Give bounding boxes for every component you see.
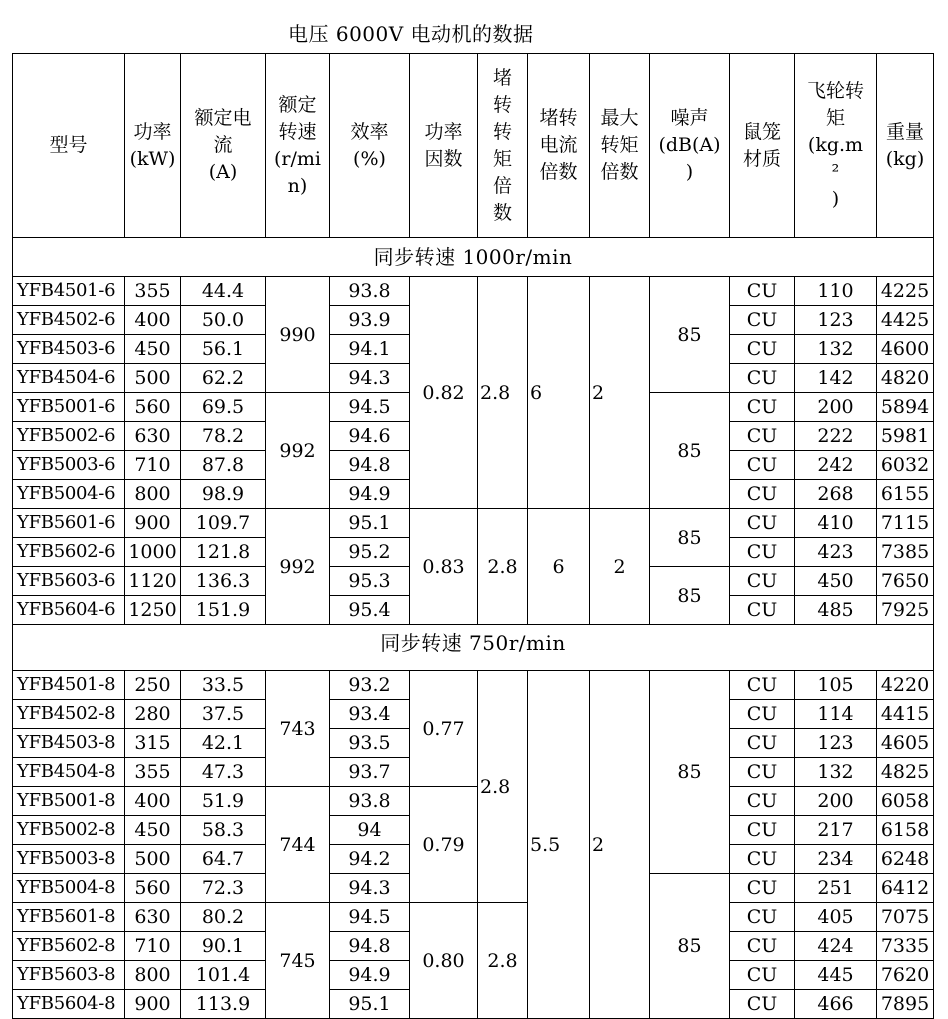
weight-cell: 5894 bbox=[877, 393, 934, 422]
motor-data-table bbox=[12, 53, 934, 1019]
current-cell: 42.1 bbox=[181, 729, 266, 758]
model-cell: YFB4503-8 bbox=[13, 729, 125, 758]
section-header-750 bbox=[13, 625, 934, 671]
page-title: 电压 6000V 电动机的数据 bbox=[288, 22, 534, 46]
efficiency-cell: 94.5 bbox=[330, 393, 410, 422]
noise-cell: 85 bbox=[650, 277, 730, 393]
cage-material-cell: CU bbox=[730, 903, 795, 932]
cage-material-cell: CU bbox=[730, 874, 795, 903]
header-max-torque: 最大 转矩 倍数 bbox=[590, 54, 650, 238]
flywheel-torque-cell: 217 bbox=[795, 816, 877, 845]
current-cell: 51.9 bbox=[181, 787, 266, 816]
header-locked-torque: 堵 转 转 矩 倍 数 bbox=[478, 54, 528, 238]
flywheel-torque-cell: 114 bbox=[795, 700, 877, 729]
locked-current-cell: 6 bbox=[528, 509, 590, 625]
header-weight: 重量 (kg) bbox=[877, 54, 934, 238]
power-cell: 450 bbox=[125, 816, 181, 845]
flywheel-torque-cell: 234 bbox=[795, 845, 877, 874]
efficiency-cell: 94.1 bbox=[330, 335, 410, 364]
cage-material-cell: CU bbox=[730, 277, 795, 306]
power-cell: 1250 bbox=[125, 596, 181, 625]
current-cell: 151.9 bbox=[181, 596, 266, 625]
current-cell: 37.5 bbox=[181, 700, 266, 729]
speed-cell: 743 bbox=[266, 671, 330, 787]
flywheel-torque-cell: 485 bbox=[795, 596, 877, 625]
noise-cell: 85 bbox=[650, 509, 730, 567]
current-cell: 56.1 bbox=[181, 335, 266, 364]
weight-cell: 7650 bbox=[877, 567, 934, 596]
power-cell: 560 bbox=[125, 393, 181, 422]
efficiency-cell: 93.5 bbox=[330, 729, 410, 758]
power-factor-cell: 0.80 bbox=[410, 903, 478, 1019]
efficiency-cell: 95.1 bbox=[330, 509, 410, 538]
efficiency-cell: 93.4 bbox=[330, 700, 410, 729]
cage-material-cell: CU bbox=[730, 700, 795, 729]
cage-material-cell: CU bbox=[730, 538, 795, 567]
speed-cell: 745 bbox=[266, 903, 330, 1019]
efficiency-cell: 94.3 bbox=[330, 874, 410, 903]
efficiency-cell: 93.8 bbox=[330, 277, 410, 306]
model-cell: YFB5601-8 bbox=[13, 903, 125, 932]
power-factor-cell: 0.83 bbox=[410, 509, 478, 625]
flywheel-torque-cell: 105 bbox=[795, 671, 877, 700]
weight-cell: 7620 bbox=[877, 961, 934, 990]
flywheel-torque-cell: 142 bbox=[795, 364, 877, 393]
power-cell: 500 bbox=[125, 845, 181, 874]
power-cell: 900 bbox=[125, 990, 181, 1019]
power-cell: 355 bbox=[125, 758, 181, 787]
model-cell: YFB5001-6 bbox=[13, 393, 125, 422]
flywheel-torque-cell: 424 bbox=[795, 932, 877, 961]
weight-cell: 6058 bbox=[877, 787, 934, 816]
header-noise: 噪声 (dB(A) ) bbox=[650, 54, 730, 238]
flywheel-torque-cell: 123 bbox=[795, 306, 877, 335]
current-cell: 101.4 bbox=[181, 961, 266, 990]
cage-material-cell: CU bbox=[730, 758, 795, 787]
efficiency-cell: 94.2 bbox=[330, 845, 410, 874]
efficiency-cell: 95.2 bbox=[330, 538, 410, 567]
weight-cell: 6248 bbox=[877, 845, 934, 874]
model-cell: YFB5603-8 bbox=[13, 961, 125, 990]
current-cell: 90.1 bbox=[181, 932, 266, 961]
locked-torque-cell: 2.8 bbox=[478, 671, 528, 903]
cage-material-cell: CU bbox=[730, 816, 795, 845]
flywheel-torque-cell: 200 bbox=[795, 393, 877, 422]
noise-cell: 85 bbox=[650, 874, 730, 1019]
model-cell: YFB5003-8 bbox=[13, 845, 125, 874]
current-cell: 113.9 bbox=[181, 990, 266, 1019]
cage-material-cell: CU bbox=[730, 787, 795, 816]
noise-cell: 85 bbox=[650, 671, 730, 874]
flywheel-torque-cell: 222 bbox=[795, 422, 877, 451]
cage-material-cell: CU bbox=[730, 961, 795, 990]
header-efficiency: 效率 (%) bbox=[330, 54, 410, 238]
weight-cell: 7075 bbox=[877, 903, 934, 932]
model-cell: YFB4502-8 bbox=[13, 700, 125, 729]
current-cell: 87.8 bbox=[181, 451, 266, 480]
table-row bbox=[13, 787, 934, 816]
table-row bbox=[13, 277, 934, 306]
model-cell: YFB4504-8 bbox=[13, 758, 125, 787]
flywheel-torque-cell: 123 bbox=[795, 729, 877, 758]
table-row bbox=[13, 671, 934, 700]
model-cell: YFB5001-8 bbox=[13, 787, 125, 816]
weight-cell: 4220 bbox=[877, 671, 934, 700]
current-cell: 80.2 bbox=[181, 903, 266, 932]
power-cell: 710 bbox=[125, 932, 181, 961]
model-cell: YFB5004-6 bbox=[13, 480, 125, 509]
section-header-1000 bbox=[13, 238, 934, 277]
header-model: 型号 bbox=[13, 54, 125, 238]
model-cell: YFB4501-8 bbox=[13, 671, 125, 700]
speed-cell: 990 bbox=[266, 277, 330, 393]
cage-material-cell: CU bbox=[730, 932, 795, 961]
efficiency-cell: 93.9 bbox=[330, 306, 410, 335]
current-cell: 62.2 bbox=[181, 364, 266, 393]
model-cell: YFB5002-6 bbox=[13, 422, 125, 451]
efficiency-cell: 95.1 bbox=[330, 990, 410, 1019]
max-torque-cell: 2 bbox=[590, 509, 650, 625]
current-cell: 121.8 bbox=[181, 538, 266, 567]
cage-material-cell: CU bbox=[730, 364, 795, 393]
efficiency-cell: 94 bbox=[330, 816, 410, 845]
efficiency-cell: 94.9 bbox=[330, 480, 410, 509]
efficiency-cell: 94.6 bbox=[330, 422, 410, 451]
header-flywheel-torque: 飞轮转 矩 (kg.m ² ) bbox=[795, 54, 877, 238]
power-cell: 280 bbox=[125, 700, 181, 729]
locked-torque-cell: 2.8 bbox=[478, 903, 528, 1019]
flywheel-torque-cell: 242 bbox=[795, 451, 877, 480]
weight-cell: 6158 bbox=[877, 816, 934, 845]
flywheel-torque-cell: 200 bbox=[795, 787, 877, 816]
efficiency-cell: 94.9 bbox=[330, 961, 410, 990]
cage-material-cell: CU bbox=[730, 596, 795, 625]
power-cell: 630 bbox=[125, 903, 181, 932]
locked-torque-cell: 2.8 bbox=[478, 509, 528, 625]
cage-material-cell: CU bbox=[730, 422, 795, 451]
weight-cell: 4415 bbox=[877, 700, 934, 729]
model-cell: YFB4503-6 bbox=[13, 335, 125, 364]
current-cell: 109.7 bbox=[181, 509, 266, 538]
flywheel-torque-cell: 110 bbox=[795, 277, 877, 306]
power-cell: 560 bbox=[125, 874, 181, 903]
max-torque-cell: 2 bbox=[590, 277, 650, 509]
cage-material-cell: CU bbox=[730, 845, 795, 874]
power-factor-cell: 0.79 bbox=[410, 787, 478, 903]
header-locked-current: 堵转 电流 倍数 bbox=[528, 54, 590, 238]
weight-cell: 6032 bbox=[877, 451, 934, 480]
power-cell: 1120 bbox=[125, 567, 181, 596]
weight-cell: 6155 bbox=[877, 480, 934, 509]
model-cell: YFB5603-6 bbox=[13, 567, 125, 596]
weight-cell: 6412 bbox=[877, 874, 934, 903]
current-cell: 33.5 bbox=[181, 671, 266, 700]
model-cell: YFB4501-6 bbox=[13, 277, 125, 306]
efficiency-cell: 95.3 bbox=[330, 567, 410, 596]
power-cell: 800 bbox=[125, 961, 181, 990]
weight-cell: 4825 bbox=[877, 758, 934, 787]
power-cell: 500 bbox=[125, 364, 181, 393]
weight-cell: 4225 bbox=[877, 277, 934, 306]
weight-cell: 4425 bbox=[877, 306, 934, 335]
header-cage-material: 鼠笼 材质 bbox=[730, 54, 795, 238]
current-cell: 136.3 bbox=[181, 567, 266, 596]
table-row bbox=[13, 903, 934, 932]
flywheel-torque-cell: 423 bbox=[795, 538, 877, 567]
table-row bbox=[13, 509, 934, 538]
flywheel-torque-cell: 405 bbox=[795, 903, 877, 932]
power-cell: 630 bbox=[125, 422, 181, 451]
locked-current-cell: 6 bbox=[528, 277, 590, 509]
model-cell: YFB5003-6 bbox=[13, 451, 125, 480]
cage-material-cell: CU bbox=[730, 335, 795, 364]
cage-material-cell: CU bbox=[730, 671, 795, 700]
model-cell: YFB5601-6 bbox=[13, 509, 125, 538]
current-cell: 69.5 bbox=[181, 393, 266, 422]
current-cell: 98.9 bbox=[181, 480, 266, 509]
weight-cell: 4600 bbox=[877, 335, 934, 364]
flywheel-torque-cell: 251 bbox=[795, 874, 877, 903]
cage-material-cell: CU bbox=[730, 393, 795, 422]
flywheel-torque-cell: 132 bbox=[795, 758, 877, 787]
power-cell: 450 bbox=[125, 335, 181, 364]
weight-cell: 7925 bbox=[877, 596, 934, 625]
weight-cell: 7895 bbox=[877, 990, 934, 1019]
header-row bbox=[13, 54, 934, 238]
current-cell: 44.4 bbox=[181, 277, 266, 306]
current-cell: 58.3 bbox=[181, 816, 266, 845]
speed-cell: 744 bbox=[266, 787, 330, 903]
power-cell: 400 bbox=[125, 306, 181, 335]
model-cell: YFB5604-6 bbox=[13, 596, 125, 625]
locked-torque-cell: 2.8 bbox=[478, 277, 528, 509]
cage-material-cell: CU bbox=[730, 451, 795, 480]
power-cell: 900 bbox=[125, 509, 181, 538]
current-cell: 50.0 bbox=[181, 306, 266, 335]
flywheel-torque-cell: 410 bbox=[795, 509, 877, 538]
noise-cell: 85 bbox=[650, 567, 730, 625]
cage-material-cell: CU bbox=[730, 480, 795, 509]
efficiency-cell: 93.2 bbox=[330, 671, 410, 700]
max-torque-cell: 2 bbox=[590, 671, 650, 1019]
header-power: 功率 (kW) bbox=[125, 54, 181, 238]
power-factor-cell: 0.82 bbox=[410, 277, 478, 509]
efficiency-cell: 94.5 bbox=[330, 903, 410, 932]
power-cell: 400 bbox=[125, 787, 181, 816]
power-cell: 710 bbox=[125, 451, 181, 480]
power-cell: 800 bbox=[125, 480, 181, 509]
cage-material-cell: CU bbox=[730, 567, 795, 596]
power-cell: 1000 bbox=[125, 538, 181, 567]
speed-cell: 992 bbox=[266, 393, 330, 509]
weight-cell: 7115 bbox=[877, 509, 934, 538]
model-cell: YFB5604-8 bbox=[13, 990, 125, 1019]
section-label-750: 同步转速 750r/min bbox=[13, 625, 934, 671]
header-rated-current: 额定电 流 (A) bbox=[181, 54, 266, 238]
power-cell: 315 bbox=[125, 729, 181, 758]
noise-cell: 85 bbox=[650, 393, 730, 509]
locked-current-cell: 5.5 bbox=[528, 671, 590, 1019]
model-cell: YFB5002-8 bbox=[13, 816, 125, 845]
weight-cell: 7335 bbox=[877, 932, 934, 961]
model-cell: YFB4504-6 bbox=[13, 364, 125, 393]
model-cell: YFB5004-8 bbox=[13, 874, 125, 903]
efficiency-cell: 94.8 bbox=[330, 932, 410, 961]
current-cell: 47.3 bbox=[181, 758, 266, 787]
model-cell: YFB5602-8 bbox=[13, 932, 125, 961]
current-cell: 78.2 bbox=[181, 422, 266, 451]
flywheel-torque-cell: 450 bbox=[795, 567, 877, 596]
power-factor-cell: 0.77 bbox=[410, 671, 478, 787]
section-label-1000: 同步转速 1000r/min bbox=[13, 238, 934, 277]
model-cell: YFB5602-6 bbox=[13, 538, 125, 567]
flywheel-torque-cell: 466 bbox=[795, 990, 877, 1019]
efficiency-cell: 93.8 bbox=[330, 787, 410, 816]
weight-cell: 5981 bbox=[877, 422, 934, 451]
speed-cell: 992 bbox=[266, 509, 330, 625]
power-cell: 355 bbox=[125, 277, 181, 306]
efficiency-cell: 93.7 bbox=[330, 758, 410, 787]
efficiency-cell: 95.4 bbox=[330, 596, 410, 625]
current-cell: 72.3 bbox=[181, 874, 266, 903]
efficiency-cell: 94.8 bbox=[330, 451, 410, 480]
weight-cell: 7385 bbox=[877, 538, 934, 567]
cage-material-cell: CU bbox=[730, 306, 795, 335]
power-cell: 250 bbox=[125, 671, 181, 700]
cage-material-cell: CU bbox=[730, 509, 795, 538]
efficiency-cell: 94.3 bbox=[330, 364, 410, 393]
model-cell: YFB4502-6 bbox=[13, 306, 125, 335]
flywheel-torque-cell: 132 bbox=[795, 335, 877, 364]
cage-material-cell: CU bbox=[730, 990, 795, 1019]
current-cell: 64.7 bbox=[181, 845, 266, 874]
header-rated-speed: 额定 转速 (r/mi n) bbox=[266, 54, 330, 238]
cage-material-cell: CU bbox=[730, 729, 795, 758]
weight-cell: 4820 bbox=[877, 364, 934, 393]
flywheel-torque-cell: 268 bbox=[795, 480, 877, 509]
header-power-factor: 功率 因数 bbox=[410, 54, 478, 238]
flywheel-torque-cell: 445 bbox=[795, 961, 877, 990]
weight-cell: 4605 bbox=[877, 729, 934, 758]
